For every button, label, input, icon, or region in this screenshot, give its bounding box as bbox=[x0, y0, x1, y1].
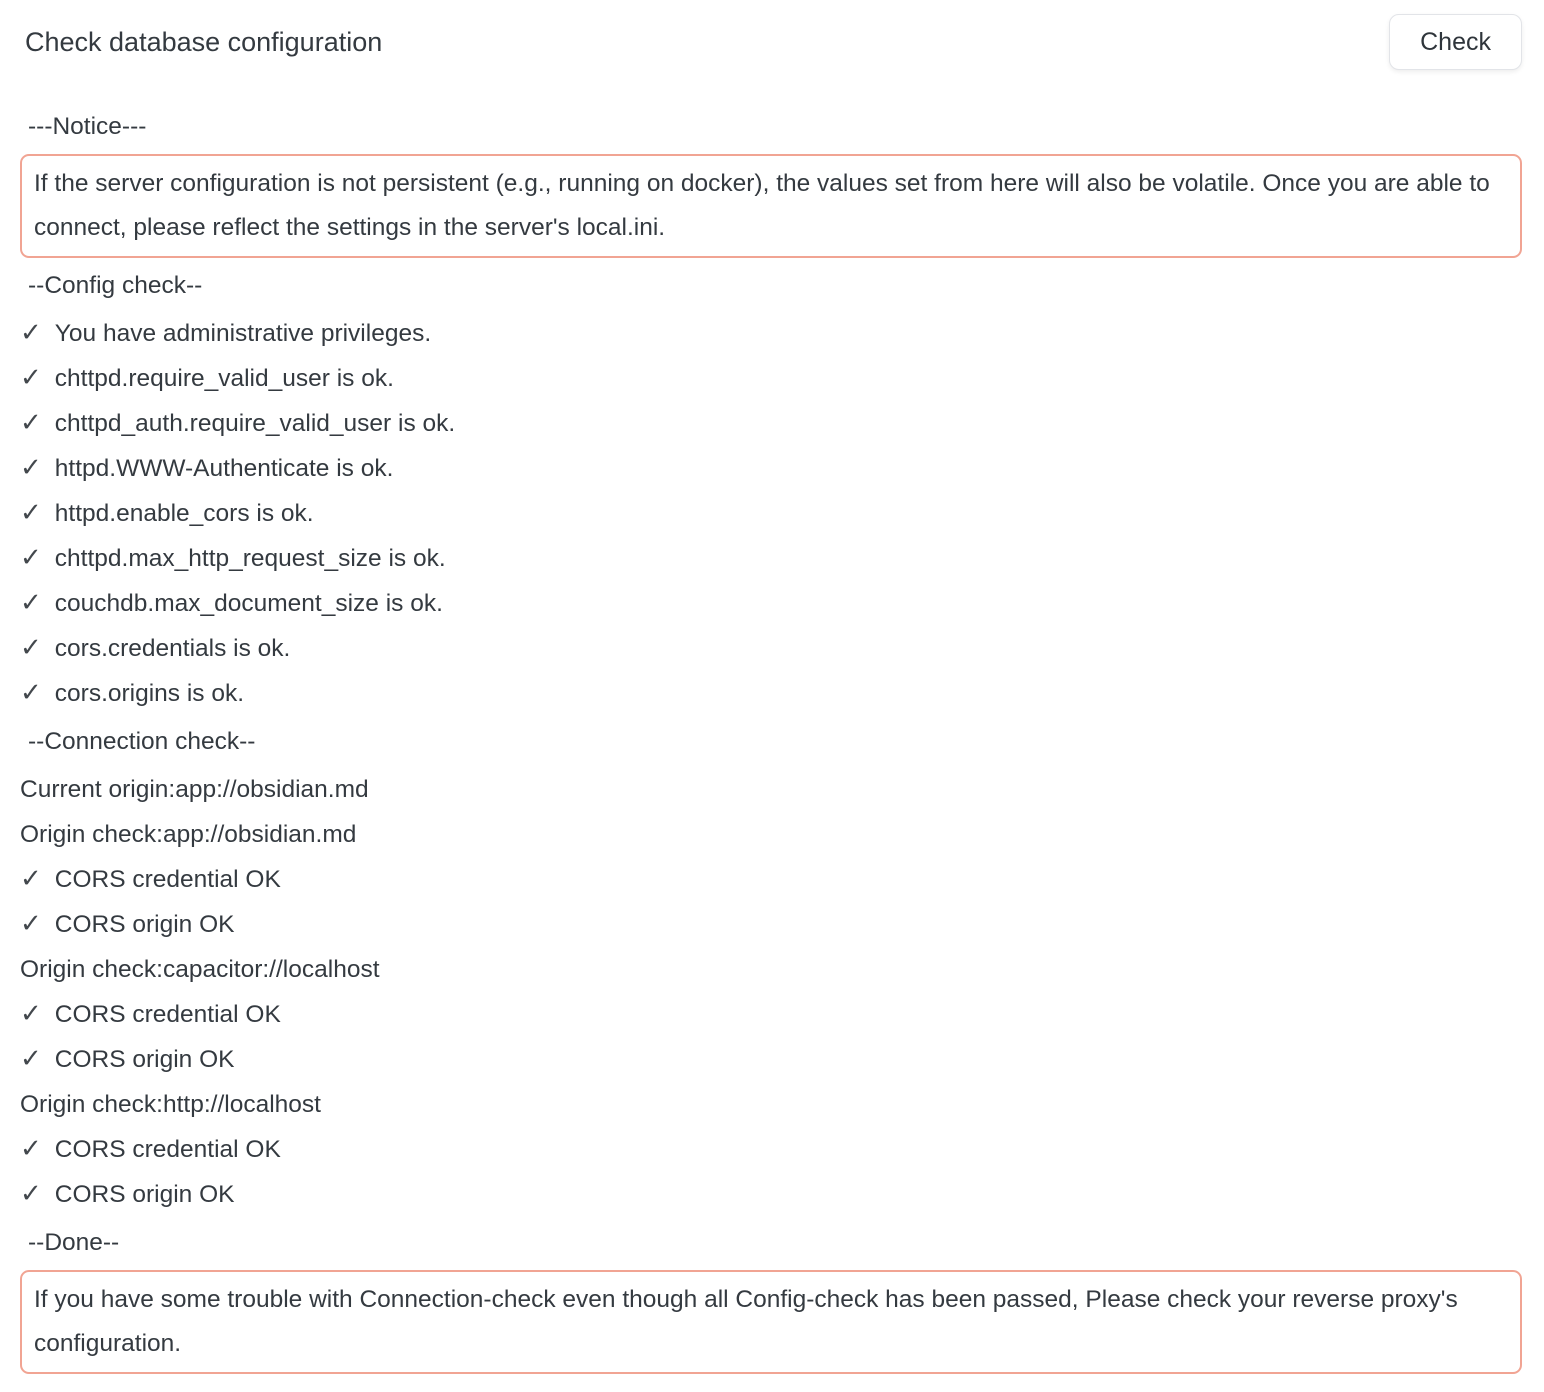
check-result-text: CORS credential OK bbox=[54, 1001, 281, 1028]
check-result-line bbox=[20, 311, 1522, 356]
section-heading: --Config check-- bbox=[28, 272, 203, 299]
check-result-text: chttpd.require_valid_user is ok. bbox=[54, 365, 394, 392]
check-result-text: You have administrative privileges. bbox=[54, 320, 432, 347]
check-result-text: CORS credential OK bbox=[54, 866, 281, 893]
section-heading: ---Notice--- bbox=[28, 113, 147, 140]
check-result-line bbox=[20, 356, 1522, 401]
check-result-text: cors.credentials is ok. bbox=[54, 635, 291, 662]
check-result-text: couchdb.max_document_size is ok. bbox=[54, 590, 443, 617]
notice-box: If the server configuration is not persistent (e.g., running on docker), the values set from here will also be volatile. Once you are able to connect, please reflect the settings in the server's local.ini. bbox=[20, 154, 1522, 258]
check-result-text: CORS origin OK bbox=[54, 1181, 235, 1208]
section-heading: --Done-- bbox=[28, 1229, 120, 1256]
status-line: Current origin:app://obsidian.md bbox=[20, 776, 369, 803]
check-result-line bbox=[20, 857, 1522, 902]
check-result-line bbox=[20, 626, 1522, 671]
check-result-text: CORS origin OK bbox=[54, 1046, 235, 1073]
check-icon: ✓ bbox=[20, 408, 42, 438]
status-line: Origin check:app://obsidian.md bbox=[20, 821, 357, 848]
check-result-line bbox=[20, 401, 1522, 446]
check-button[interactable]: Check bbox=[1389, 14, 1522, 70]
check-result-line bbox=[20, 581, 1522, 626]
check-icon: ✓ bbox=[20, 1179, 42, 1209]
check-icon: ✓ bbox=[20, 498, 42, 528]
check-icon: ✓ bbox=[20, 909, 42, 939]
header bbox=[0, 0, 1544, 70]
check-result-line bbox=[20, 1127, 1522, 1172]
check-icon: ✓ bbox=[20, 999, 42, 1029]
check-result-text: httpd.enable_cors is ok. bbox=[54, 500, 314, 527]
check-result-line bbox=[20, 1037, 1522, 1082]
check-icon: ✓ bbox=[20, 588, 42, 618]
config-check-report bbox=[0, 104, 1544, 1374]
check-icon: ✓ bbox=[20, 363, 42, 393]
check-result-text: chttpd_auth.require_valid_user is ok. bbox=[54, 410, 456, 437]
check-result-text: httpd.WWW-Authenticate is ok. bbox=[54, 455, 394, 482]
check-result-text: CORS credential OK bbox=[54, 1136, 281, 1163]
check-icon: ✓ bbox=[20, 678, 42, 708]
check-icon: ✓ bbox=[20, 633, 42, 663]
notice-box: If you have some trouble with Connection-check even though all Config-check has been passed, Please check your reverse proxy's configuration. bbox=[20, 1270, 1522, 1374]
status-line: Origin check:http://localhost bbox=[20, 1091, 321, 1118]
check-result-text: CORS origin OK bbox=[54, 911, 235, 938]
check-icon: ✓ bbox=[20, 864, 42, 894]
check-result-line bbox=[20, 536, 1522, 581]
check-result-line bbox=[20, 992, 1522, 1037]
check-result-line bbox=[20, 671, 1522, 716]
check-result-line bbox=[20, 491, 1522, 536]
check-icon: ✓ bbox=[20, 453, 42, 483]
check-result-text: cors.origins is ok. bbox=[54, 680, 245, 707]
check-icon: ✓ bbox=[20, 318, 42, 348]
check-icon: ✓ bbox=[20, 1134, 42, 1164]
check-result-text: chttpd.max_http_request_size is ok. bbox=[54, 545, 446, 572]
check-icon: ✓ bbox=[20, 1044, 42, 1074]
check-result-line bbox=[20, 446, 1522, 491]
check-icon: ✓ bbox=[20, 543, 42, 573]
status-line: Origin check:capacitor://localhost bbox=[20, 956, 380, 983]
check-result-line bbox=[20, 902, 1522, 947]
page-title: Check database configuration bbox=[25, 27, 383, 57]
section-heading: --Connection check-- bbox=[28, 728, 256, 755]
check-result-line bbox=[20, 1172, 1522, 1217]
